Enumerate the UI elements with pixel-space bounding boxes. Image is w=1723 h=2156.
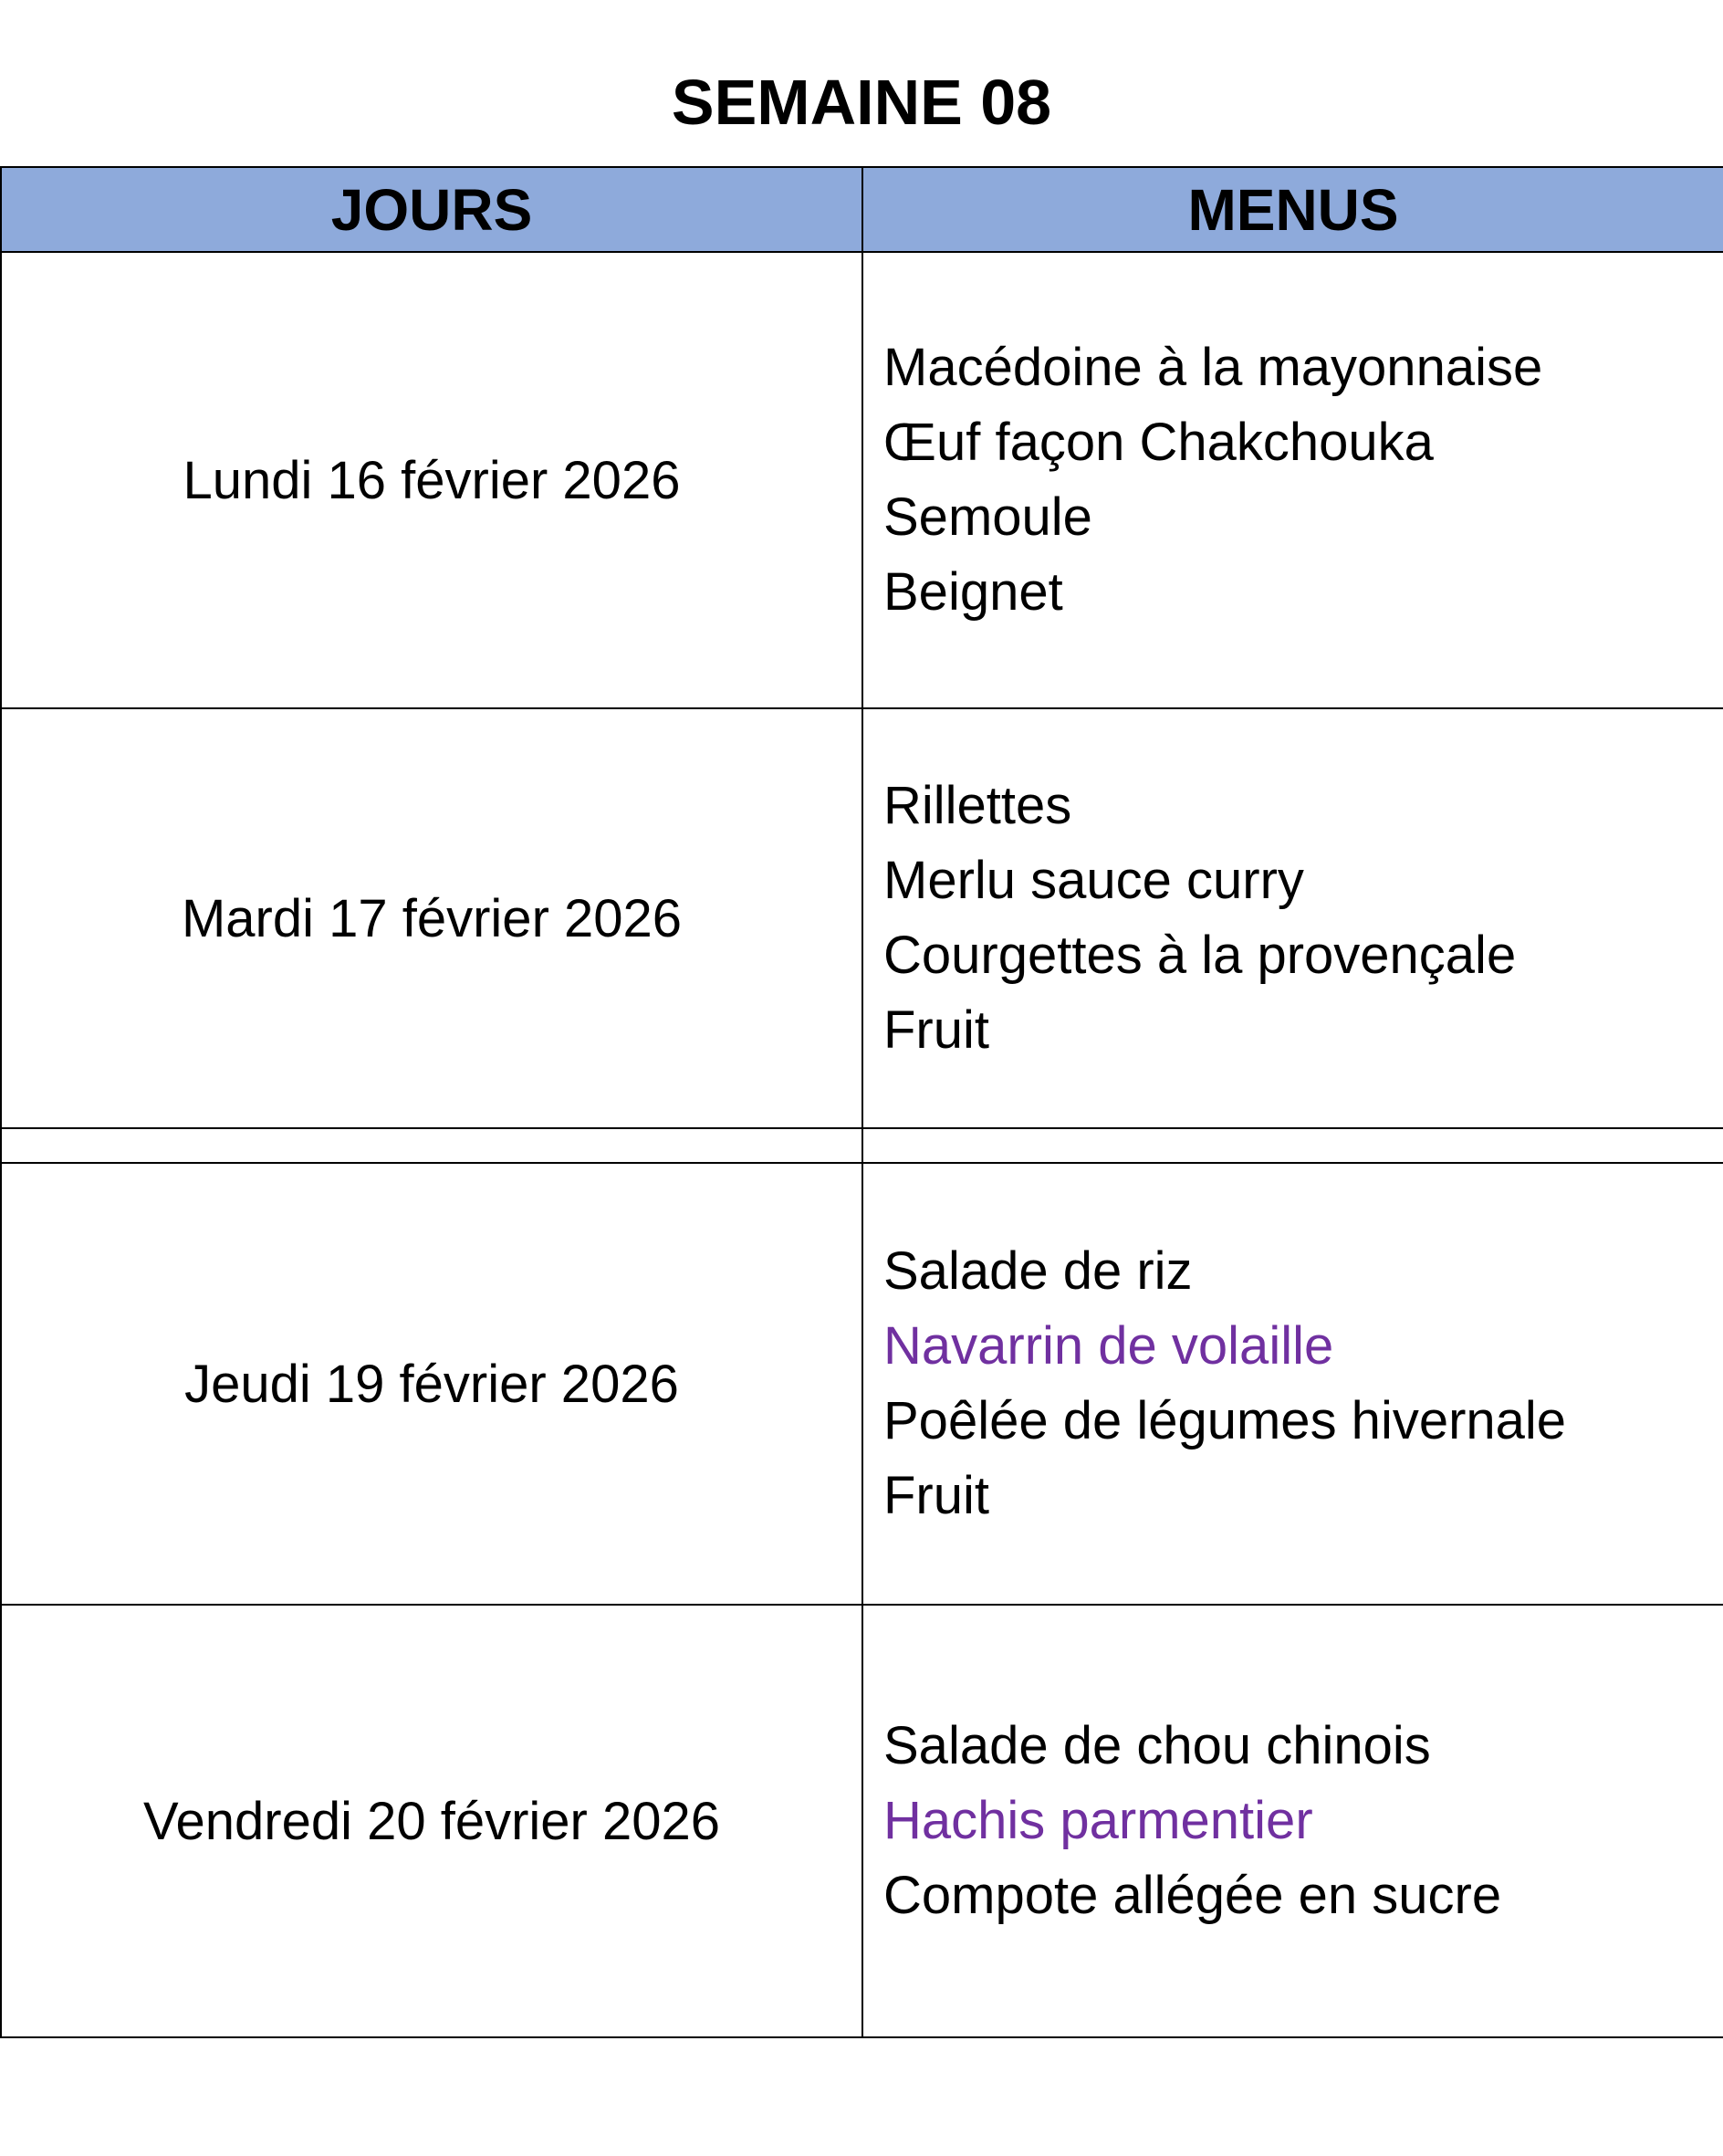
dish-item: Hachis parmentier: [883, 1791, 1313, 1850]
table-row: [1, 1605, 1723, 2037]
dish-item: Courgettes à la provençale: [883, 926, 1517, 985]
dish-item: Œuf façon Chakchouka: [883, 413, 1434, 472]
page-title: SEMAINE 08: [671, 67, 1052, 138]
dish-item: Fruit: [883, 1466, 989, 1525]
menu-cell: [862, 708, 1723, 1128]
day-cell: Lundi 16 février 2026: [1, 252, 862, 708]
menu-cell: [862, 252, 1723, 708]
dish-item: Poêlée de légumes hivernale: [883, 1391, 1567, 1450]
dish-item: Salade de chou chinois: [883, 1716, 1431, 1775]
dish-item: Fruit: [883, 1000, 989, 1060]
column-header-days: JOURS: [1, 167, 862, 252]
day-cell: Vendredi 20 février 2026: [1, 1605, 862, 2037]
day-cell: Jeudi 19 février 2026: [1, 1163, 862, 1605]
empty-cell: [1, 1128, 862, 1163]
table-row: [1, 1163, 1723, 1605]
menu-table: [0, 166, 1723, 2038]
table-row: [1, 252, 1723, 708]
dish-item: Macédoine à la mayonnaise: [883, 338, 1543, 397]
dish-item: Beignet: [883, 562, 1063, 622]
menu-cell: [862, 1163, 1723, 1605]
dish-item: Compote allégée en sucre: [883, 1866, 1502, 1925]
dish-item: Salade de riz: [883, 1241, 1193, 1301]
dish-item: Semoule: [883, 487, 1092, 547]
table-row: [1, 708, 1723, 1128]
empty-cell: [862, 1128, 1723, 1163]
dish-item: Rillettes: [883, 776, 1072, 835]
table-header-row: [1, 167, 1723, 252]
column-header-menus: MENUS: [862, 167, 1723, 252]
menu-cell: [862, 1605, 1723, 2037]
day-cell: Mardi 17 février 2026: [1, 708, 862, 1128]
dish-item: Merlu sauce curry: [883, 851, 1304, 910]
empty-row: [1, 1128, 1723, 1163]
dish-item: Navarrin de volaille: [883, 1316, 1334, 1376]
